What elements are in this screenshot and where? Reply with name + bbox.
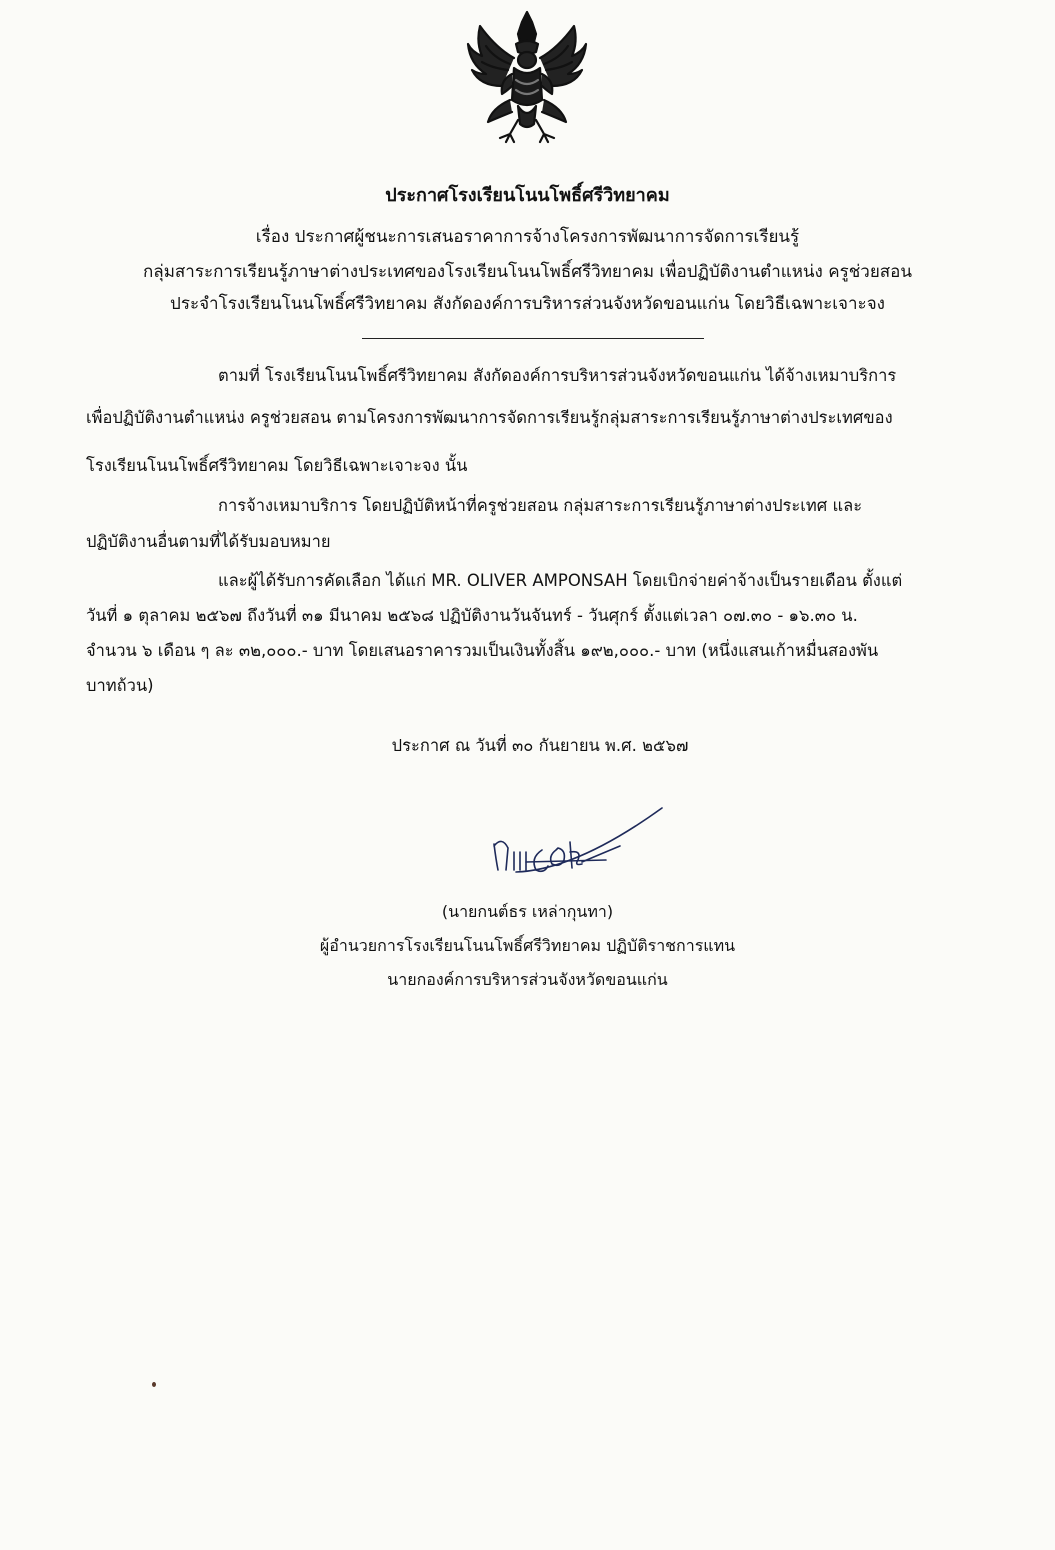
subject-line: กลุ่มสาระการเรียนรู้ภาษาต่างประเทศของโรงเรียนโนนโพธิ์ศรีวิทยาคม เพื่อปฏิบัติงานตำแหน่ง ครูช่วยสอน xyxy=(142,262,912,282)
paper-speck xyxy=(152,1382,156,1387)
signatory-position-secondary: นายกองค์การบริหารส่วนจังหวัดขอนแก่น xyxy=(387,970,668,989)
header-divider xyxy=(362,338,704,339)
paragraph-line: ปฏิบัติงานอื่นตามที่ได้รับมอบหมาย xyxy=(86,532,331,551)
paragraph-scope xyxy=(86,491,986,557)
paragraph-line: โรงเรียนโนนโพธิ์ศรีวิทยาคม โดยวิธีเฉพาะเจาะจง นั้น xyxy=(86,456,468,475)
paragraph-line: การจ้างเหมาบริการ โดยปฏิบัติหน้าที่ครูช่วยสอน กลุ่มสาระการเรียนรู้ภาษาต่างประเทศ และ xyxy=(218,496,863,515)
paragraph-line: ตามที่ โรงเรียนโนนโพธิ์ศรีวิทยาคม สังกัดองค์การบริหารส่วนจังหวัดขอนแก่น ได้จ้างเหมาบริการ xyxy=(218,366,897,385)
signatory-position: ผู้อำนวยการโรงเรียนโนนโพธิ์ศรีวิทยาคม ปฏิบัติราชการแทน xyxy=(319,936,736,955)
paragraph-winner xyxy=(86,566,986,701)
paragraph-line: และผู้ได้รับการคัดเลือก ได้แก่ MR. OLIVER AMPONSAH โดยเบิกจ่ายค่าจ้างเป็นรายเดือน ตั้งแต่ xyxy=(218,571,903,590)
paragraph-line: เพื่อปฏิบัติงานตำแหน่ง ครูช่วยสอน ตามโครงการพัฒนาการจัดการเรียนรู้กลุ่มสาระการเรียนรู้ภาษาต่างประเทศของ xyxy=(86,408,893,427)
garuda-emblem-icon xyxy=(462,8,592,148)
subject-line: เรื่อง ประกาศผู้ชนะการเสนอราคาการจ้างโครงการพัฒนาการจัดการเรียนรู้ xyxy=(255,227,800,247)
paragraph-background xyxy=(86,361,986,481)
paragraph-line: วันที่ ๑ ตุลาคม ๒๕๖๗ ถึงวันที่ ๓๑ มีนาคม ๒๕๖๘ ปฏิบัติงานวันจันทร์ - วันศุกร์ ตั้งแต่เวลา ๐๗.๓๐ - ๑๖.๓๐ น. xyxy=(86,606,858,625)
announcement-title: ประกาศโรงเรียนโนนโพธิ์ศรีวิทยาคม xyxy=(385,185,670,206)
announcement-date: ประกาศ ณ วันที่ ๓๐ กันยายน พ.ศ. ๒๕๖๗ xyxy=(391,736,689,755)
paragraph-line: จำนวน ๖ เดือน ๆ ละ ๓๒,๐๐๐.- บาท โดยเสนอราคารวมเป็นเงินทั้งสิ้น ๑๙๒,๐๐๐.- บาท (หนึ่งแสนเก้าหมื่นสองพัน xyxy=(86,641,879,660)
paragraph-line: บาทถ้วน) xyxy=(86,676,154,695)
signatory-name: (นายกนต์ธร เหล่ากุนทา) xyxy=(441,902,614,921)
signature-image xyxy=(486,800,666,880)
subject-line: ประจำโรงเรียนโนนโพธิ์ศรีวิทยาคม สังกัดองค์การบริหารส่วนจังหวัดขอนแก่น โดยวิธีเฉพาะเจาะจง xyxy=(170,294,885,314)
